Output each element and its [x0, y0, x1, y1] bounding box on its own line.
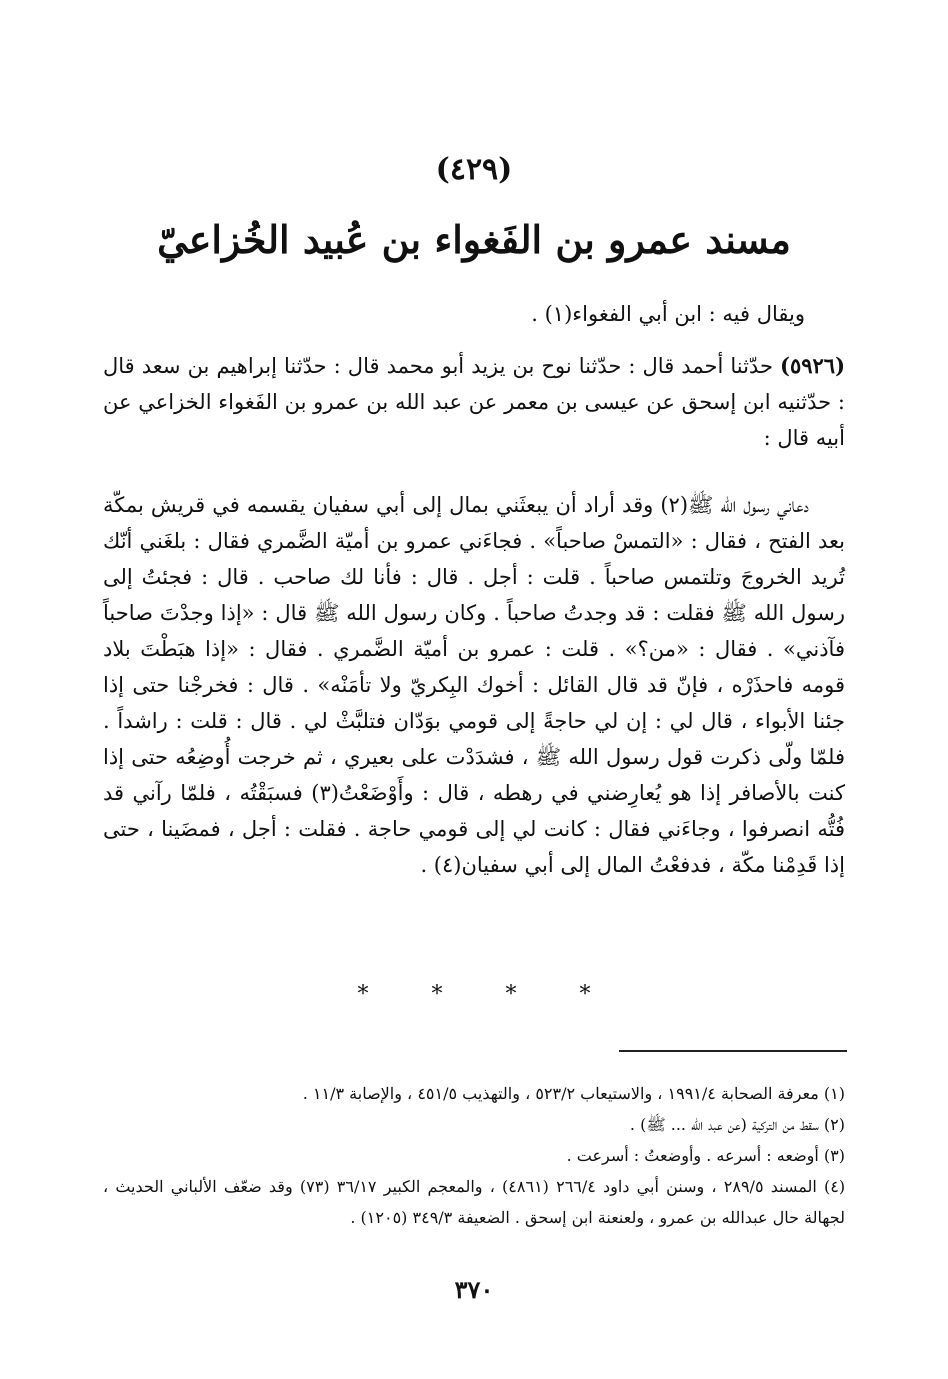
hadith-isnad	[103, 348, 845, 456]
footnote-divider	[619, 1050, 847, 1052]
hadith-number: (٥٩٢٦)	[780, 353, 845, 378]
isnad-text: حدّثنا أحمد قال : حدّثنا نوح بن يزيد أبو محمد قال : حدّثنا إبراهيم بن سعد قال : حدّثنيه ابن إسحق عن عيسى بن معمر عن عبد الله بن عمرو بن الفَغواء الخزاعي عن أبيه قال :	[103, 354, 845, 450]
footnote-1: (١) معرفة الصحابة ١٩٩١/٤ ، والاستيعاب ٥٢٣/٢ ، والتهذيب ٤٥١/٥ ، والإصابة ١١/٣ .	[302, 1084, 845, 1103]
footnote-2: (٢) سقط من التركية (عن عبد الله ... ﷺ) .	[629, 1115, 845, 1134]
footnotes	[103, 1078, 845, 1233]
hadith-body-text: دعاني رسول الله ﷺ(٢) وقد أراد أن يبعثَني بمال إلى أبي سفيان يقسمه في قريش بمكّة بعد الفتح ، فقال : «التمسْ صاحباً» . فجاءَني عمرو بن أميّة الضَّمري فقال : بلغَني أنّك تُريد الخروجَ وتلتمس صاحباً . قلت : أجل . قال : فأنا لك صاحب . قال : فجئتُ إلى رسول الله ﷺ فقلت : قد وجدتُ صاحباً . وكان رسول الله ﷺ قال : «إذا وجدْتَ صاحباً فآذني» . فقال : «من؟» . قلت : عمرو بن أميّة الضَّمري . فقال : «إذا هبَطْتَ بلاد قومه فاحذَرْه ، فإنّ قد قال القائل : أخوك البِكريّ ولا تأمَنْه» . قال : فخرجْنا حتى إذا جئنا الأبواء ، قال لي : إن لي حاجةً إلى قومي بوَدّان فتلبَّثْ لي . قال : قلت : راشداً . فلمّا ولّى ذكرت قول رسول الله ﷺ ، فشدَدْت على بعيري ، ثم خرجت أُوضِعُه حتى إذا كنت بالأصافر إذا هو يُعارِضني في رهطه ، قال : وأَوْضَعْتُ(٣) فسبَقْتُه ، فلمّا رآني قد فُتُّه انصرفوا ، وجاءَني فقال : كانت لي إلى قومي حاجة . فقلت : أجل ، فمضَينا ، حتى إذا قَدِمْنا مكّة ، فدفعْتُ المال إلى أبي سفيان(٤) .	[103, 493, 845, 877]
chapter-number: (٤٢٩)	[435, 152, 513, 187]
chapter-title: مسند عمرو بن الفَغواء بن عُبيد الخُزاعيّ	[157, 217, 791, 262]
hadith-body	[103, 487, 845, 883]
footnote-3: (٣) أوضعه : أسرعه . وأوضعتُ : أسرعت .	[566, 1146, 845, 1165]
footnote-4: (٤) المسند ٢٨٩/٥ ، وسنن أبي داود ٢٦٦/٤ (٤٨٦١) ، والمعجم الكبير ٣٦/١٧ (٧٣) وقد ضعّف الألباني الحديث ، لجهالة حال عبدالله بن عمرو ، ولعنعنة ابن إسحق . الضعيفة ٣٤٩/٣ (١٢٠٥) .	[103, 1177, 846, 1227]
page-number: ٣٧٠	[454, 1275, 494, 1304]
intro-line: ويقال فيه : ابن أبي الفغواء(١) .	[531, 302, 805, 326]
section-separator: * * * *	[357, 982, 619, 1007]
